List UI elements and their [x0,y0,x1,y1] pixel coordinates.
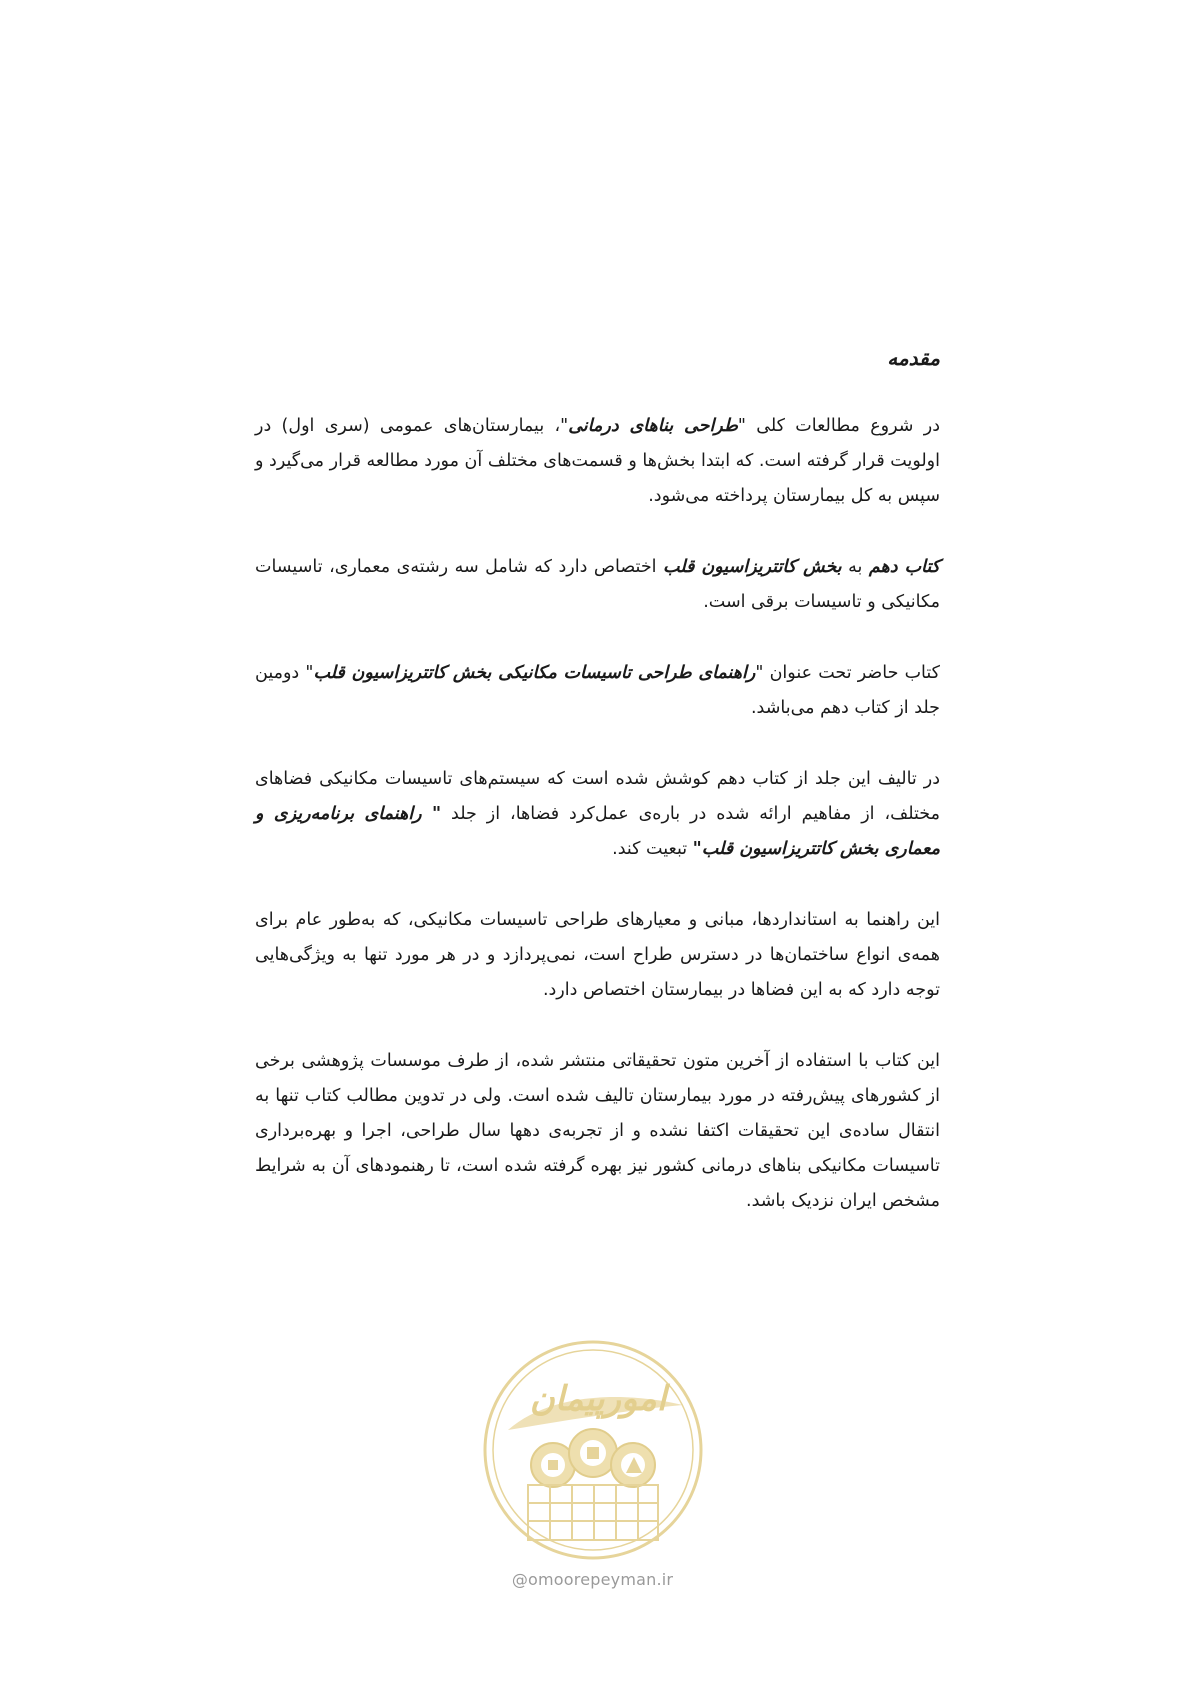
paragraph-segment: کتاب حاضر تحت عنوان " [755,663,940,683]
paragraph-segment: این کتاب با استفاده از آخرین متون تحقیقاتی منتشر شده، از طرف موسسات پژوهشی برخی از کشورهای پیش‌رفته در مورد بیمارستان تالیف شده است. ولی در تدوین مطالب کتاب تنها به انتقال ساده‌ی این تحقیقات اکتفا نشده و از تجربه‌ی دهها سال طراحی، اجرا و بهره‌برداری تاسیسات مکانیکی بناهای درمانی کشور نیز بهره گرفته شده است، تا رهنمودهای آن به شرایط مشخص ایران نزدیک باشد. [255,1051,940,1211]
paragraph-4 [255,762,940,867]
watermark-logo [478,1335,708,1565]
paragraph-segment: این راهنما به استانداردها، مبانی و معیارهای طراحی تاسیسات مکانیکی، که به‌طور عام برای همه‌ی انواع ساختمان‌ها در دسترس طراح است، نمی‌پردازد و در هر مورد تنها به ویژگی‌هایی توجه دارد که به این فضاها در بیمارستان اختصاص دارد. [255,910,940,1000]
omoorepeyman-logo-icon [478,1335,708,1565]
paragraph-emphasis: طراحی بناهای درمانی [568,416,738,436]
paragraph-5 [255,903,940,1008]
paragraph-2 [255,550,940,620]
paragraph-segment: در تالیف این جلد از کتاب دهم کوشش شده است که سیستم‌های تاسیسات مکانیکی فضاهای مختلف، از مفاهیم ارائه شده در باره‌ی عمل‌کرد فضاها، از جلد [255,769,940,824]
paragraph-emphasis: راهنمای طراحی تاسیسات مکانیکی بخش کاتتریزاسیون قلب [313,663,756,683]
logo-calligraphy: امورپیمان [529,1379,667,1419]
paragraph-emphasis: " راهنمای برنامه‌ریزی و معماری بخش کاتتریزاسیون قلب" [255,804,940,859]
paragraph-1 [255,409,940,514]
paragraph-segment: "، بیمارستان‌های عمومی (سری اول) در اولویت قرار گرفته است. که ابتدا بخش‌ها و قسمت‌های مختلف آن مورد مطالعه قرار می‌گیرد و سپس به کل بیمارستان پرداخته می‌شود. [255,416,940,506]
paragraph-emphasis: بخش کاتتریزاسیون قلب [663,557,842,577]
preface-content [255,340,940,1255]
paragraph-segment: به [841,557,869,577]
paragraph-3 [255,656,940,726]
page-heading: مقدمه [887,346,940,370]
paragraph-segment: تبعیت کند. [612,839,693,859]
watermark-website: @omoorepeyman.ir [511,1570,674,1589]
paragraph-emphasis: کتاب دهم [868,557,940,577]
paragraph-segment: در شروع مطالعات کلی " [737,416,940,436]
paragraph-segment: " دومین جلد از کتاب دهم می‌باشد. [255,663,940,718]
paragraph-segment: اختصاص دارد که شامل سه رشته‌ی معماری، تاسیسات مکانیکی و تاسیسات برقی است. [255,557,940,612]
paragraph-6 [255,1044,940,1219]
